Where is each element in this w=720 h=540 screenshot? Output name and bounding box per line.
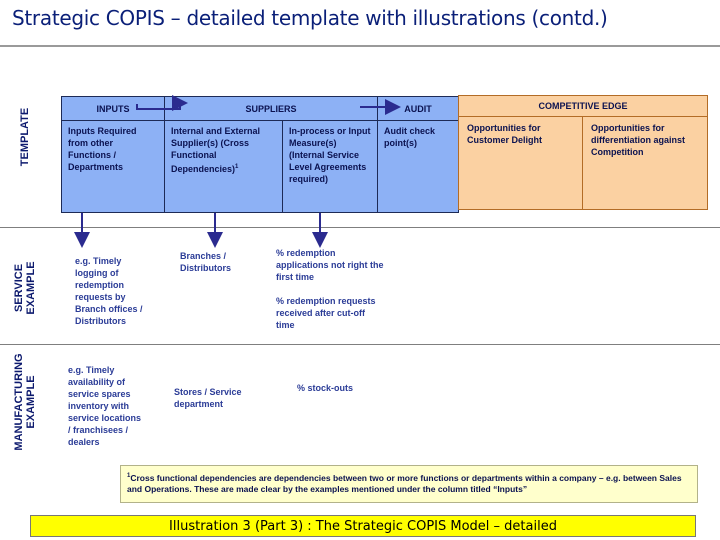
header-audit: AUDIT <box>377 96 459 121</box>
caption-text: Illustration 3 (Part 3) : The Strategic COPIS Model – detailed <box>169 518 557 534</box>
cell-audit: Audit check point(s) <box>377 120 459 213</box>
manufacturing-measure-text: % stock-outs <box>297 383 354 393</box>
row-label-service-line1: SERVICE <box>13 263 25 313</box>
cell-ce-competition: Opportunities for differentiation against Competition <box>582 116 708 210</box>
arrow-inputs-to-suppliers <box>137 103 184 109</box>
footnote-number: 1 <box>127 473 131 479</box>
cell-supplier-external-text: Internal and External Supplier(s) (Cross Functional Dependencies) <box>171 126 261 174</box>
caption-bar <box>30 515 696 537</box>
header-suppliers: SUPPLIERS <box>164 96 378 121</box>
row-label-manufacturing-line2: EXAMPLE <box>25 375 37 429</box>
footnote-marker: 1 <box>235 164 239 170</box>
cell-inputs: Inputs Required from other Functions / Departments <box>61 120 165 213</box>
manufacturing-suppliers-text: Stores / Service department <box>174 387 242 409</box>
cell-ce-customer: Opportunities for Customer Delight <box>458 116 583 210</box>
row-label-manufacturing-line1: MANUFACTURING <box>13 353 25 451</box>
row-label-template: TEMPLATE <box>19 107 31 167</box>
cell-supplier-process: In-process or Input Measure(s) (Internal Service Level Agreements required) <box>282 120 378 213</box>
header-competitive-edge: COMPETITIVE EDGE <box>458 95 708 117</box>
service-measure-2-text: % redemption requests received after cut-off time <box>276 296 376 330</box>
service-inputs-text: e.g. Timely logging of redemption requests by Branch offices / Distributors <box>75 256 143 326</box>
footnote-text: Cross functional dependencies are dependencies between two or more functions or departments within a company – e.g. between Sales and Operations. These are made clear by the examples mentioned under the column titled “Inputs” <box>127 472 682 494</box>
header-inputs: INPUTS <box>61 96 165 121</box>
service-suppliers-text: Branches / Distributors <box>180 251 232 273</box>
footnote <box>120 465 698 503</box>
row-label-service-line2: EXAMPLE <box>25 261 37 315</box>
page-title: Strategic COPIS – detailed template with illustrations (contd.) <box>12 6 608 30</box>
service-measure-1-text: % redemption applications not right the first time <box>276 248 384 282</box>
manufacturing-inputs-text: e.g. Timely availability of service spares inventory with service locations / franchisees / dealers <box>68 365 142 447</box>
